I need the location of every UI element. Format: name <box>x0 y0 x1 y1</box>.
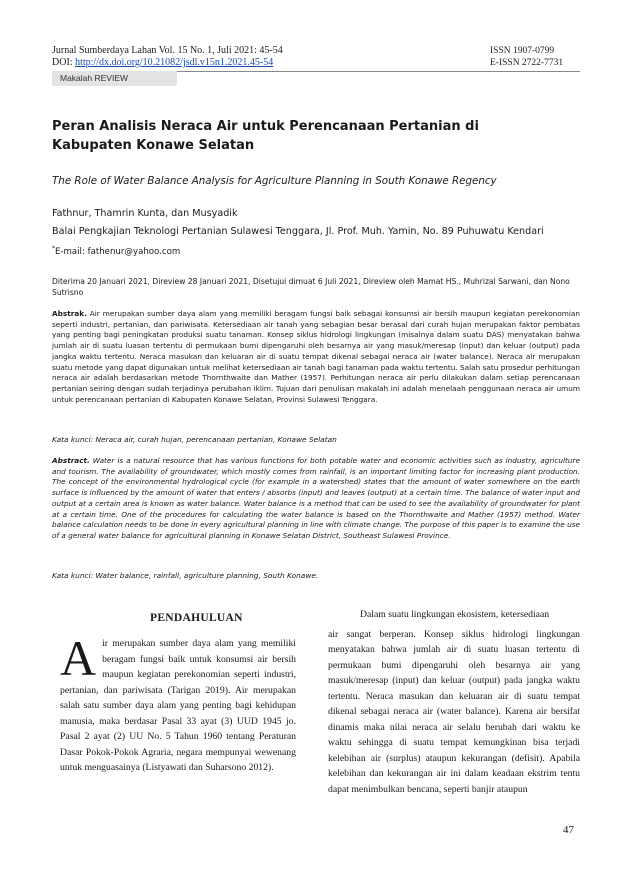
journal-line: Jurnal Sumberdaya Lahan Vol. 15 No. 1, Juli 2021: 45-54 <box>52 45 283 56</box>
keywords-indonesian: Kata kunci: Neraca air, curah hujan, perencanaan pertanian, Konawe Selatan <box>52 435 337 444</box>
paper-title-english: The Role of Water Balance Analysis for Agriculture Planning in South Konawe Regency <box>52 175 497 187</box>
corresponding-email <box>52 243 180 258</box>
journal-header <box>52 45 283 69</box>
drop-cap: A <box>60 630 97 686</box>
abstract-id-text: Air merupakan sumber daya alam yang memiliki beragam fungsi baik sebagai konsumsi air bersih maupun kegiatan perekonomian seperti industri, pertanian, dan pariwisata. Ketersediaan air tanah yang sebagian besar berasal dari curah hujan merupakan faktor pembatas yang penting bagi peningkatan produksi suatu tanaman. Konsep siklus hidrologi lingkungan (misalnya dalam suatu DAS) menyatakan bahwa jumlah air di suatu luasan tertentu di permukaan bumi dipengaruhi oleh besarnya air yang masuk/meresap (input) dan keluar (output) pada jangka waktu tertentu. Neraca masukan dan keluaran air di suatu tempat dikenal sebagai neraca air (water balance). Neraca air merupakan suatu metode yang dapat digunakan untuk melihat ketersediaan air tanah bagi tanaman pada waktu tertentu. Salah satu prosedur perhitungan neraca air adalah berdasarkan metode Thornthwaite dan Mather (1957). Perhitungan neraca air perlu dilakukan dalam setiap perencanaan pertanian seiring dengan sudah terjadinya perubahan iklim. Tujuan dari penulisan makalah ini adalah menelaah penggunaan neraca air umum untuk perencanaan pertanian di Kabupaten Konawe Selatan, Provinsi Sulawesi Tenggara. <box>52 309 580 404</box>
received-dates: Diterima 20 Januari 2021, Direview 28 Januari 2021, Disetujui dimuat 6 Juli 2021, Direview oleh Mamat HS., Muhrizal Sarwani, dan Nono Sutrisno <box>52 277 570 297</box>
authors: Fathnur, Thamrin Kunta, dan Musyadik <box>52 208 238 219</box>
issn: ISSN 1907-0799 <box>490 46 555 56</box>
doi-label: DOI: <box>52 57 73 68</box>
paper-title: Peran Analisis Neraca Air untuk Perencanaan Pertanian di Kabupaten Konawe Selatan <box>52 119 479 153</box>
email-text: E-mail: fathenur@yahoo.com <box>55 246 181 257</box>
abstract-english <box>52 456 580 542</box>
doi-link[interactable]: http://dx.doi.org/10.21082/jsdl.v15n1.2021.45-54 <box>75 57 274 68</box>
eissn: E-ISSN 2722-7731 <box>490 58 564 68</box>
affiliation: Balai Pengkajian Teknologi Pertanian Sulawesi Tenggara, Jl. Prof. Muh. Yamin, No. 89 Puhuwatu Kendari <box>52 226 544 237</box>
abstract-indonesian <box>52 309 580 405</box>
page-number: 47 <box>563 824 574 836</box>
email-mark: * <box>52 245 55 252</box>
right-column-first-line: Dalam suatu lingkungan ekosistem, ketersediaan <box>360 609 550 620</box>
doi-line <box>52 57 283 69</box>
keywords-english: Kata kunci: Water balance, rainfall, agriculture planning, South Konawe. <box>52 571 319 580</box>
right-column-text: air sangat berperan. Konsep siklus hidrologi lingkungan menyatakan bahwa jumlah air di suatu luasan tertentu di permukaan bumi dipengaruhi oleh besarnya air yang masuk/meresap (input) dan keluar (output) pada jangka waktu tertentu. Neraca masukan dan keluaran air di suatu tempat dikenal sebagai neraca air (water balance). Karena air bersifat dinamis maka nilai neraca air selalu berubah dari waktu ke waktu sehingga di suatu tempat kemungkinan bisa terjadi kelebihan air (surplus) ataupun kekurangan (defisit). Apabila kelebihan dan kekurangan air ini dalam keadaan ekstrim tentu dapat menimbulkan bencana, seperti banjir ataupun <box>328 628 580 795</box>
issn-block <box>490 45 563 69</box>
right-column <box>328 607 580 797</box>
left-column <box>60 630 296 776</box>
left-column-text: ir merupakan sumber daya alam yang memiliki beragam fungsi baik untuk konsumsi air bersih maupun kegiatan perekonomian seperti industri, pertanian, dan pariwisata (Tarigan 2019). Air merupakan salah satu sumber daya alam yang penting bagi kehidupan manusia, maka berdasar Pasal 33 ayat (3) UUD 1945 jo. Pasal 2 ayat (2) UU No. 5 Tahun 1960 tentang Peraturan Dasar Pokok-Pokok Agraria, negara mempunyai wewenang untuk menguasainya (Listyawati dan Suharsono 2012). <box>60 638 296 773</box>
abstract-en-text: Water is a natural resource that has various functions for both potable water and economic activities such as industry, agriculture and tourism. The availability of groundwater, which mostly comes from rainfall, is an important limiting factor for increasing plant production. The concept of the environmental hydrological cycle (for example in a watershed) states that the amount of water somewhere on the earth surface is influenced by the amount of water that enters / absorbs (input) and leaves (output) at a certain time. The balance of water input and output at a certain area is known as water balance. Water balance is a method that can be used to see the availability of groundwater for plant at a certain time. One of the procedures for calculating the water balance is based on the Thornthwaite and Mather (1957) method. Water balance calculation needs to be done in every agricultural planning in line with climate change. The purpose of this paper is to examine the use of a general water balance for agricultural planning in Konawe Selatan District, Southeast Sulawesi Province. <box>52 456 580 540</box>
abstract-id-label: Abstrak. <box>52 309 87 318</box>
section-heading: PENDAHULUAN <box>150 612 243 624</box>
article-type-badge: Makalah REVIEW <box>52 71 177 86</box>
abstract-en-label: Abstract. <box>52 456 90 465</box>
